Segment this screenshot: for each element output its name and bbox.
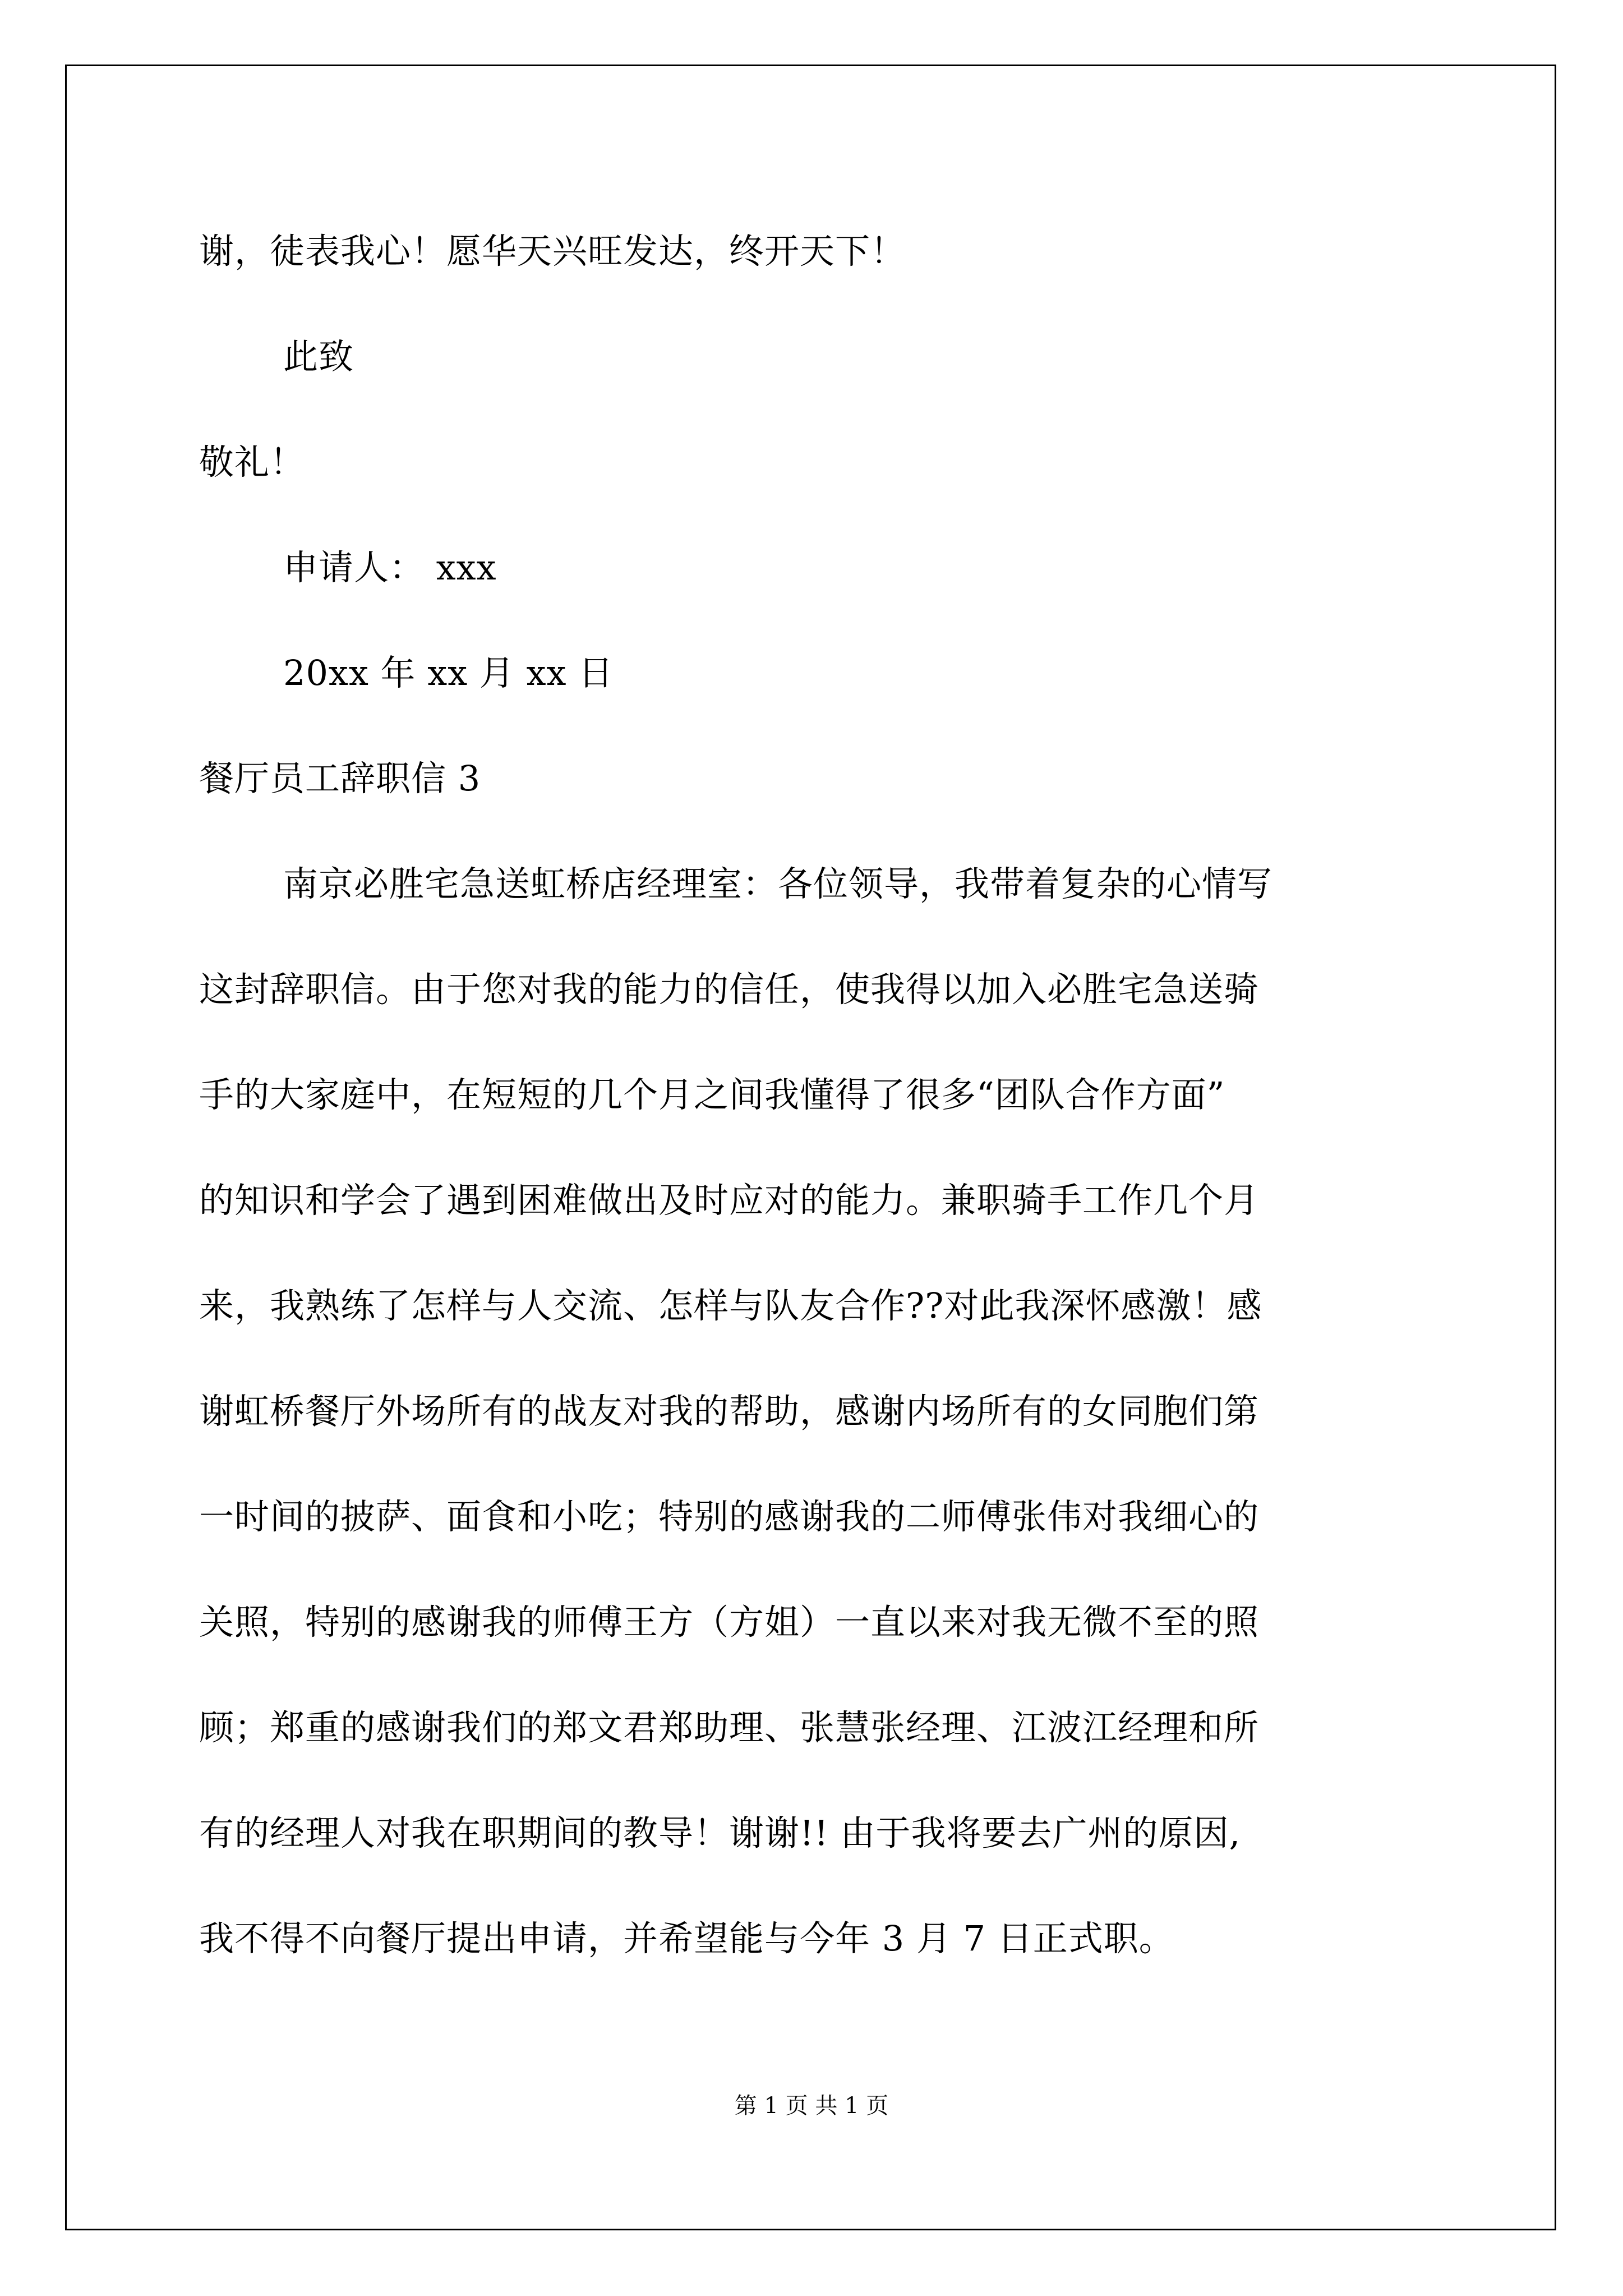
section-heading: 餐厅员工辞职信 3	[199, 758, 481, 799]
body-line: 一时间的披萨、面食和小吃；特别的感谢我的二师傅张伟对我细心的	[199, 1496, 1260, 1537]
page-number-footer: 第 1 页 共 1 页	[734, 2093, 889, 2119]
body-line: 我不得不向餐厅提出申请，并希望能与今年 3 月 7 日正式职。	[199, 1918, 1174, 1959]
body-line: 南京必胜宅急送虹桥店经理室：各位领导，我带着复杂的心情写	[283, 863, 1273, 904]
date-line: 20xx 年 xx 月 xx 日	[283, 652, 614, 693]
regards-line: 敬礼！	[199, 441, 306, 482]
salutation-line: 此致	[283, 336, 354, 377]
page-border	[65, 65, 1556, 2230]
body-line: 有的经理人对我在职期间的教导！谢谢!! 由于我将要去广州的原因,	[199, 1812, 1241, 1853]
body-line: 顾；郑重的感谢我们的郑文君郑助理、张慧张经理、江波江经理和所	[199, 1707, 1260, 1748]
body-line: 手的大家庭中，在短短的几个月之间我懂得了很多“团队合作方面”	[199, 1074, 1225, 1115]
body-line: 这封辞职信。由于您对我的能力的信任，使我得以加入必胜宅急送骑	[199, 969, 1260, 1010]
closing-wish-line: 谢，徒表我心！愿华天兴旺发达，终开天下！	[199, 231, 906, 272]
applicant-line: 申请人： xxx	[283, 547, 497, 588]
body-line: 关照，特别的感谢我的师傅王方（方姐）一直以来对我无微不至的照	[199, 1602, 1260, 1642]
body-line: 谢虹桥餐厅外场所有的战友对我的帮助，感谢内场所有的女同胞们第	[199, 1391, 1260, 1432]
body-line: 的知识和学会了遇到困难做出及时应对的能力。兼职骑手工作几个月	[199, 1180, 1260, 1221]
body-line: 来，我熟练了怎样与人交流、怎样与队友合作??对此我深怀感激！感	[199, 1285, 1262, 1326]
